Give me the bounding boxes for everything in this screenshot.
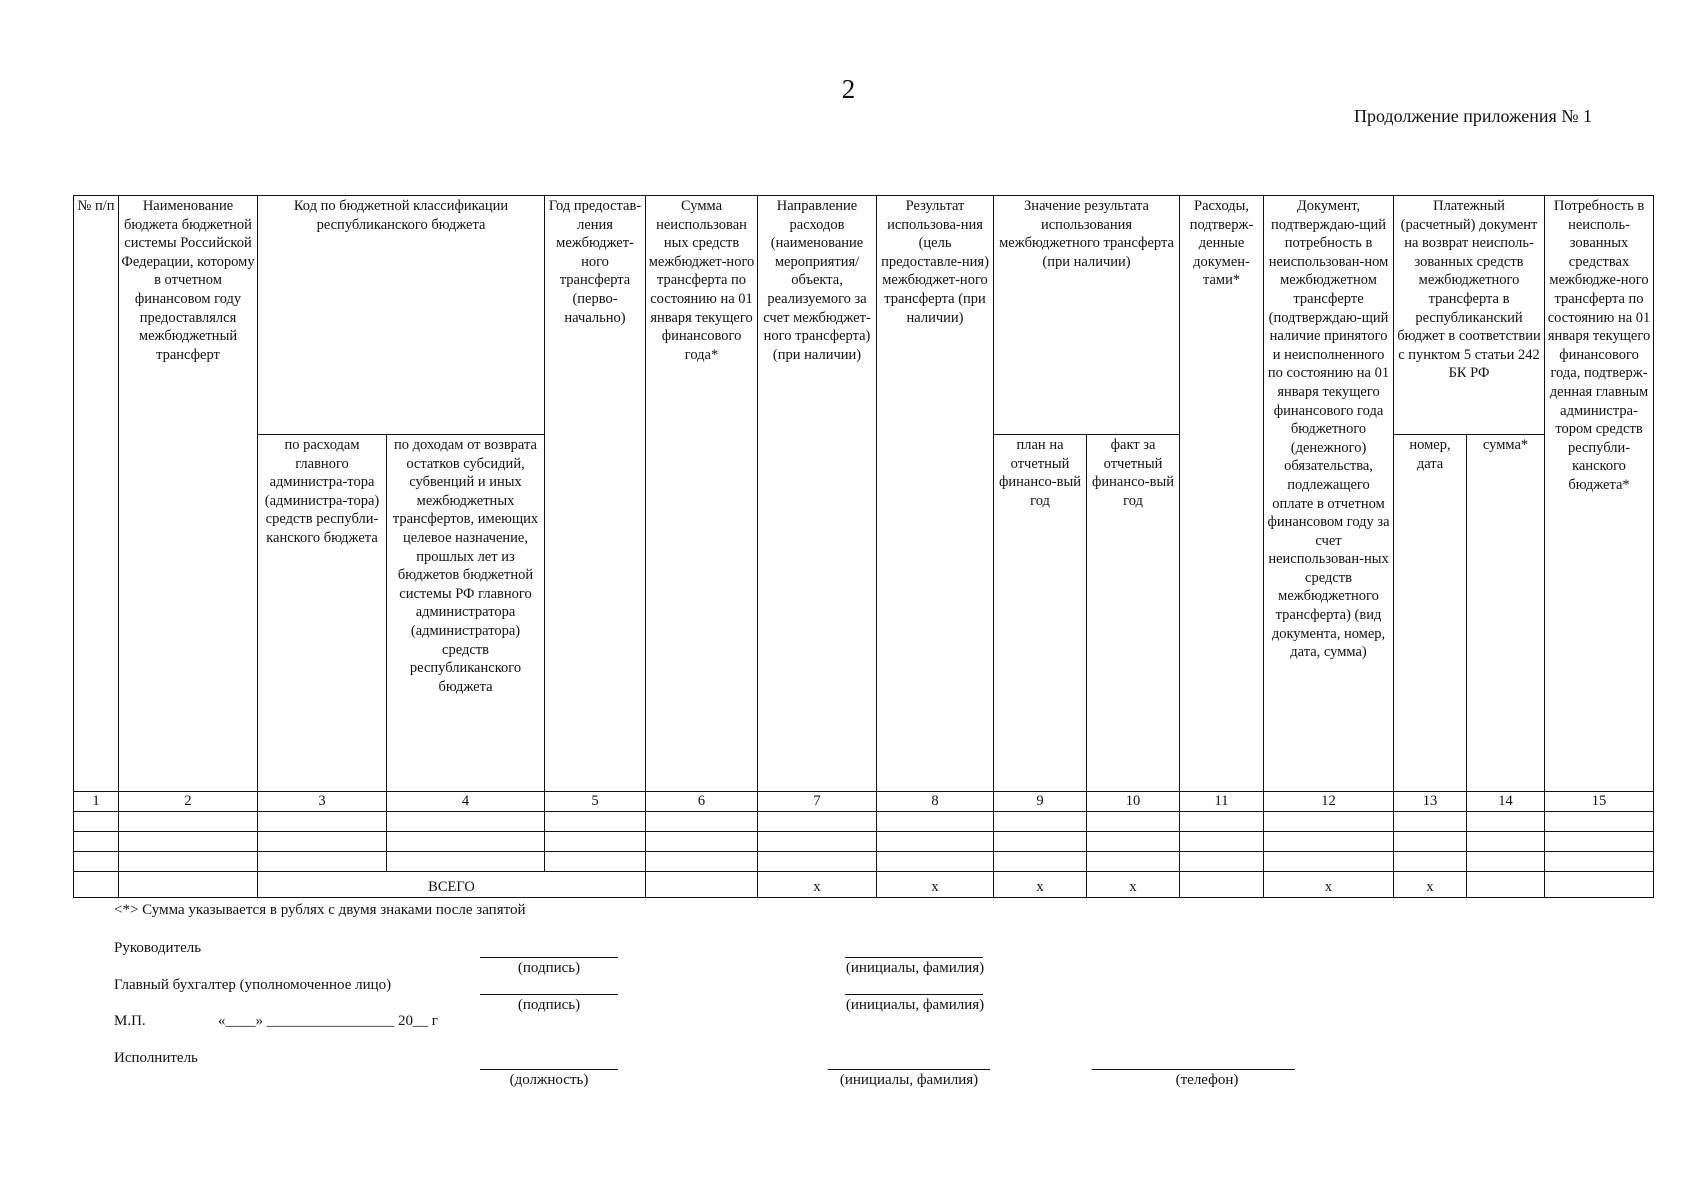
header-need-document: Документ, подтверждаю-щий потребность в неиспользован-ном межбюджетном трансферте (подтверждаю-щий наличие принятого и неисполненного по состоянию на 01 января текущего финансового года бюджетного (денежного) обязательства, подлежащего оплате в отчетном финансовом году за счет неиспользован-ных средств межбюджетного трансферта) (вид документа, номер, дата, сумма): [1264, 196, 1394, 792]
executor-name-caption: (инициалы, фамилия): [839, 1072, 979, 1088]
table-cell[interactable]: [119, 851, 258, 871]
head-signature-caption: (подпись): [517, 960, 581, 976]
table-cell[interactable]: [1087, 831, 1180, 851]
column-number: 7: [758, 792, 877, 812]
table-row: [74, 851, 1654, 871]
header-payment-sum: сумма*: [1467, 435, 1545, 792]
table-cell[interactable]: [74, 811, 119, 831]
x-mark: x: [877, 871, 994, 897]
head-signature-line[interactable]: [480, 957, 618, 958]
transfer-report-table: [73, 195, 1654, 898]
header-budget-name: Наименование бюджета бюджетной системы Российской Федерации, которому в отчетном финансовом году предоставлялся межбюджетный трансферт: [119, 196, 258, 792]
head-name-caption: (инициалы, фамилия): [845, 960, 985, 976]
column-number: 13: [1394, 792, 1467, 812]
header-budget-code-group: Код по бюджетной классификации республиканского бюджета: [258, 196, 545, 435]
table-cell[interactable]: [387, 851, 545, 871]
header-expense-direction: Направление расходов (наименование мероприятия/ объекта, реализуемого за счет межбюджет-ного трансферта) (при наличии): [758, 196, 877, 792]
table-cell[interactable]: [758, 831, 877, 851]
executor-label: Исполнитель: [114, 1050, 198, 1066]
header-result-value-group: Значение результата использования межбюджетного трансферта (при наличии): [994, 196, 1180, 435]
total-cell[interactable]: [646, 871, 758, 897]
footnote: <*> Сумма указывается в рублях с двумя знаками после запятой: [114, 902, 526, 918]
table-cell[interactable]: [1264, 811, 1394, 831]
x-mark: x: [1394, 871, 1467, 897]
head-label: Руководитель: [114, 940, 202, 956]
table-cell[interactable]: [387, 811, 545, 831]
table-cell[interactable]: [258, 831, 387, 851]
table-cell[interactable]: [1264, 831, 1394, 851]
column-number: 4: [387, 792, 545, 812]
column-number: 14: [1467, 792, 1545, 812]
table-cell[interactable]: [877, 811, 994, 831]
accountant-label: Главный бухгалтер (уполномоченное лицо): [114, 977, 392, 993]
column-number: 3: [258, 792, 387, 812]
table-cell: [119, 871, 258, 897]
column-number: 12: [1264, 792, 1394, 812]
table-cell[interactable]: [758, 851, 877, 871]
x-mark: x: [994, 871, 1087, 897]
header-income-code: по доходам от возврата остатков субсидий, субвенций и иных межбюджетных трансфертов, имеющих целевое назначение, прошлых лет из бюджетов бюджетной системы РФ главного администратора (администратора) средств республиканского бюджета: [387, 435, 545, 792]
table-cell[interactable]: [1087, 811, 1180, 831]
table-cell[interactable]: [1467, 851, 1545, 871]
table-cell[interactable]: [994, 851, 1087, 871]
total-row: [74, 871, 1654, 897]
header-usage-result: Результат использова-ния (цель предоставле-ния) межбюджет-ного трансферта (при наличии): [877, 196, 994, 792]
table-cell[interactable]: [258, 851, 387, 871]
header-expense-code: по расходам главного администра-тора (администра-тора) средств республи-канского бюджета: [258, 435, 387, 792]
total-cell[interactable]: [1545, 871, 1654, 897]
column-number: 6: [646, 792, 758, 812]
table-cell[interactable]: [74, 831, 119, 851]
table-cell: [74, 871, 119, 897]
stamp-label: М.П.: [114, 1013, 146, 1029]
table-cell[interactable]: [877, 851, 994, 871]
header-payment-document-group: Платежный (расчетный) документ на возврат неисполь-зованных средств межбюджетного трансферта в республиканский бюджет в соответствии с пунктом 5 статьи 242 БК РФ: [1394, 196, 1545, 435]
table-cell[interactable]: [387, 831, 545, 851]
table-cell[interactable]: [545, 811, 646, 831]
table-cell[interactable]: [1467, 831, 1545, 851]
table-cell[interactable]: [1467, 811, 1545, 831]
x-mark: x: [758, 871, 877, 897]
header-payment-number-date: номер, дата: [1394, 435, 1467, 792]
table-row: [74, 811, 1654, 831]
executor-position-line[interactable]: [480, 1069, 618, 1070]
total-cell[interactable]: [1180, 871, 1264, 897]
table-cell[interactable]: [646, 811, 758, 831]
header-number: № п/п: [74, 196, 119, 792]
table-row: [74, 831, 1654, 851]
column-number: 9: [994, 792, 1087, 812]
column-number: 15: [1545, 792, 1654, 812]
column-number: 10: [1087, 792, 1180, 812]
executor-name-line[interactable]: [828, 1069, 990, 1070]
date-field[interactable]: «____» _________________ 20__ г: [218, 1013, 438, 1029]
column-number: 1: [74, 792, 119, 812]
table-cell[interactable]: [545, 831, 646, 851]
table-cell[interactable]: [545, 851, 646, 871]
table-cell[interactable]: [1545, 811, 1654, 831]
total-label: ВСЕГО: [258, 871, 646, 897]
table-cell[interactable]: [1180, 831, 1264, 851]
table-cell[interactable]: [1394, 851, 1467, 871]
table-cell[interactable]: [1180, 851, 1264, 871]
accountant-name-caption: (инициалы, фамилия): [845, 997, 985, 1013]
table-cell[interactable]: [1264, 851, 1394, 871]
header-fact-value: факт за отчетный финансо-вый год: [1087, 435, 1180, 792]
header-transfer-year: Год предостав-ления межбюджет-ного трансферта (перво-начально): [545, 196, 646, 792]
x-mark: x: [1087, 871, 1180, 897]
accountant-signature-line[interactable]: [480, 994, 618, 995]
table-cell[interactable]: [1394, 811, 1467, 831]
table-cell[interactable]: [994, 811, 1087, 831]
table-cell[interactable]: [646, 831, 758, 851]
table-cell[interactable]: [74, 851, 119, 871]
accountant-name-line[interactable]: [845, 994, 983, 995]
total-cell[interactable]: [1467, 871, 1545, 897]
column-number: 5: [545, 792, 646, 812]
table-cell[interactable]: [1087, 851, 1180, 871]
header-confirmed-expenses: Расходы, подтверж-денные докумен-тами*: [1180, 196, 1264, 792]
table-cell[interactable]: [1545, 831, 1654, 851]
table-cell[interactable]: [258, 811, 387, 831]
page-number: 2: [841, 74, 856, 104]
x-mark: x: [1264, 871, 1394, 897]
column-number: 11: [1180, 792, 1264, 812]
column-number: 2: [119, 792, 258, 812]
table-cell[interactable]: [994, 831, 1087, 851]
table-cell[interactable]: [119, 811, 258, 831]
table-cell[interactable]: [646, 851, 758, 871]
table-cell[interactable]: [1394, 831, 1467, 851]
table-cell[interactable]: [119, 831, 258, 851]
head-name-line[interactable]: [845, 957, 983, 958]
table-cell[interactable]: [1180, 811, 1264, 831]
table-cell[interactable]: [877, 831, 994, 851]
executor-phone-line[interactable]: [1092, 1069, 1295, 1070]
header-row-1: [74, 196, 1654, 435]
executor-position-caption: (должность): [509, 1072, 589, 1088]
header-confirmed-need: Потребность в неисполь-зованных средствах межбюдже-ного трансферта по состоянию на 01 января текущего финансового года, подтверж-денная главным администра-тором средств республи-канского бюджета*: [1545, 196, 1654, 792]
appendix-continuation-title: Продолжение приложения № 1: [1353, 106, 1592, 126]
column-number: 8: [877, 792, 994, 812]
table-cell[interactable]: [1545, 851, 1654, 871]
header-unused-amount: Сумма неиспользован ных средств межбюджет-ного трансферта по состоянию на 01 января текущего финансового года*: [646, 196, 758, 792]
column-number-row: [74, 792, 1654, 812]
executor-phone-caption: (телефон): [1175, 1072, 1239, 1088]
header-plan-value: план на отчетный финансо-вый год: [994, 435, 1087, 792]
table-cell[interactable]: [758, 811, 877, 831]
accountant-signature-caption: (подпись): [517, 997, 581, 1013]
